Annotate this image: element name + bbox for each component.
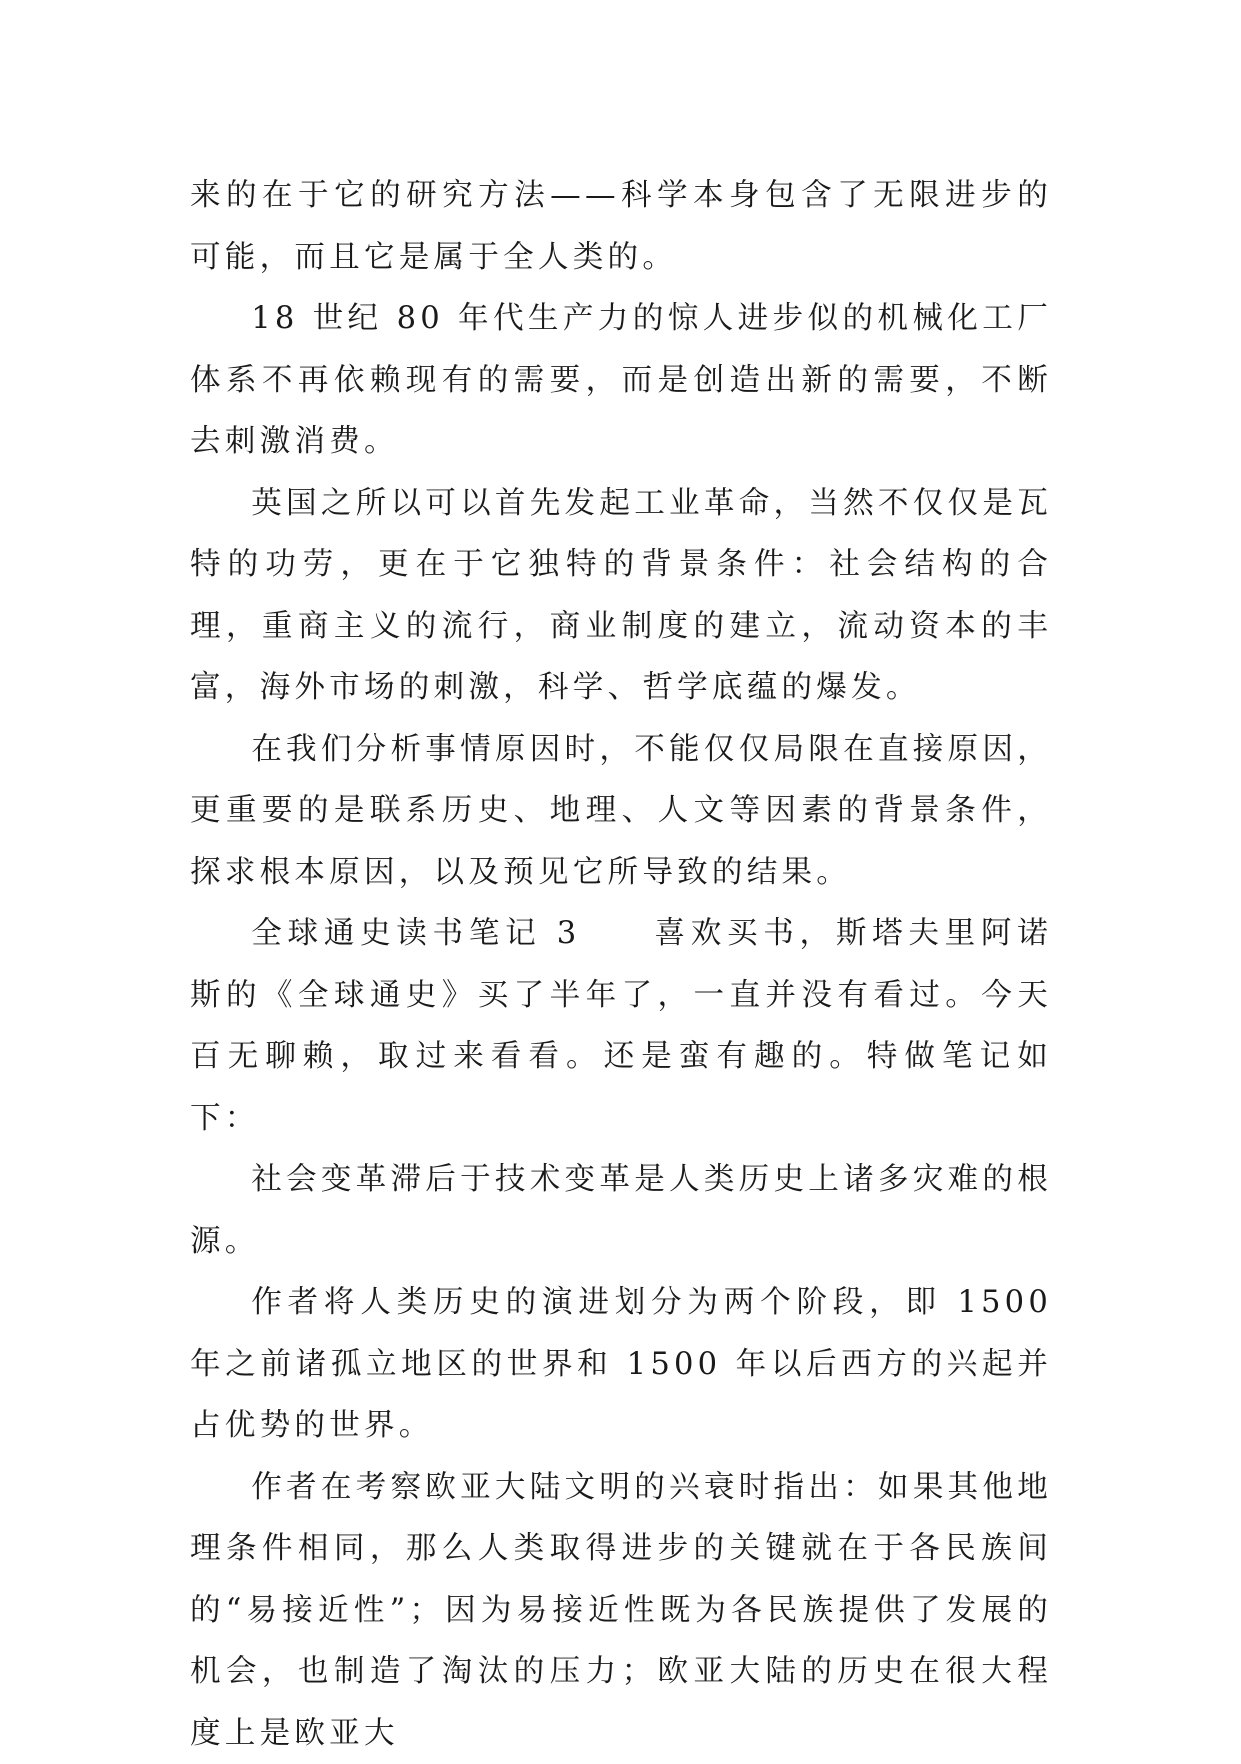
paragraph-continued: 来的在于它的研究方法——科学本身包含了无限进步的可能，而且它是属于全人类的。 xyxy=(190,165,1052,288)
paragraph-production-progress: 18 世纪 80 年代生产力的惊人进步似的机械化工厂体系不再依赖现有的需要，而是创造出新的需要，不断去刺激消费。 xyxy=(190,288,1052,473)
paragraph-reading-note-3: 全球通史读书笔记 3 喜欢买书，斯塔夫里阿诺斯的《全球通史》买了半年了，一直并没有看过。今天百无聊赖，取过来看看。还是蛮有趣的。特做笔记如下： xyxy=(190,903,1052,1149)
paragraph-eurasia-accessibility: 作者在考察欧亚大陆文明的兴衰时指出：如果其他地理条件相同，那么人类取得进步的关键就在于各民族间的“易接近性”；因为易接近性既为各民族提供了发展的机会，也制造了淘汰的压力；欧亚大陆的历史在很大程度上是欧亚大 xyxy=(190,1457,1052,1764)
paragraph-history-stages: 作者将人类历史的演进划分为两个阶段，即 1500 年之前诸孤立地区的世界和 1500 年以后西方的兴起并占优势的世界。 xyxy=(190,1272,1052,1457)
paragraph-industrial-revolution: 英国之所以可以首先发起工业革命，当然不仅仅是瓦特的功劳，更在于它独特的背景条件：社会结构的合理，重商主义的流行，商业制度的建立，流动资本的丰富，海外市场的刺激，科学、哲学底蕴的爆发。 xyxy=(190,473,1052,719)
paragraph-analysis-causes: 在我们分析事情原因时，不能仅仅局限在直接原因，更重要的是联系历史、地理、人文等因素的背景条件，探求根本原因，以及预见它所导致的结果。 xyxy=(190,719,1052,904)
document-body xyxy=(190,165,1052,1764)
paragraph-social-change: 社会变革滞后于技术变革是人类历史上诸多灾难的根源。 xyxy=(190,1149,1052,1272)
